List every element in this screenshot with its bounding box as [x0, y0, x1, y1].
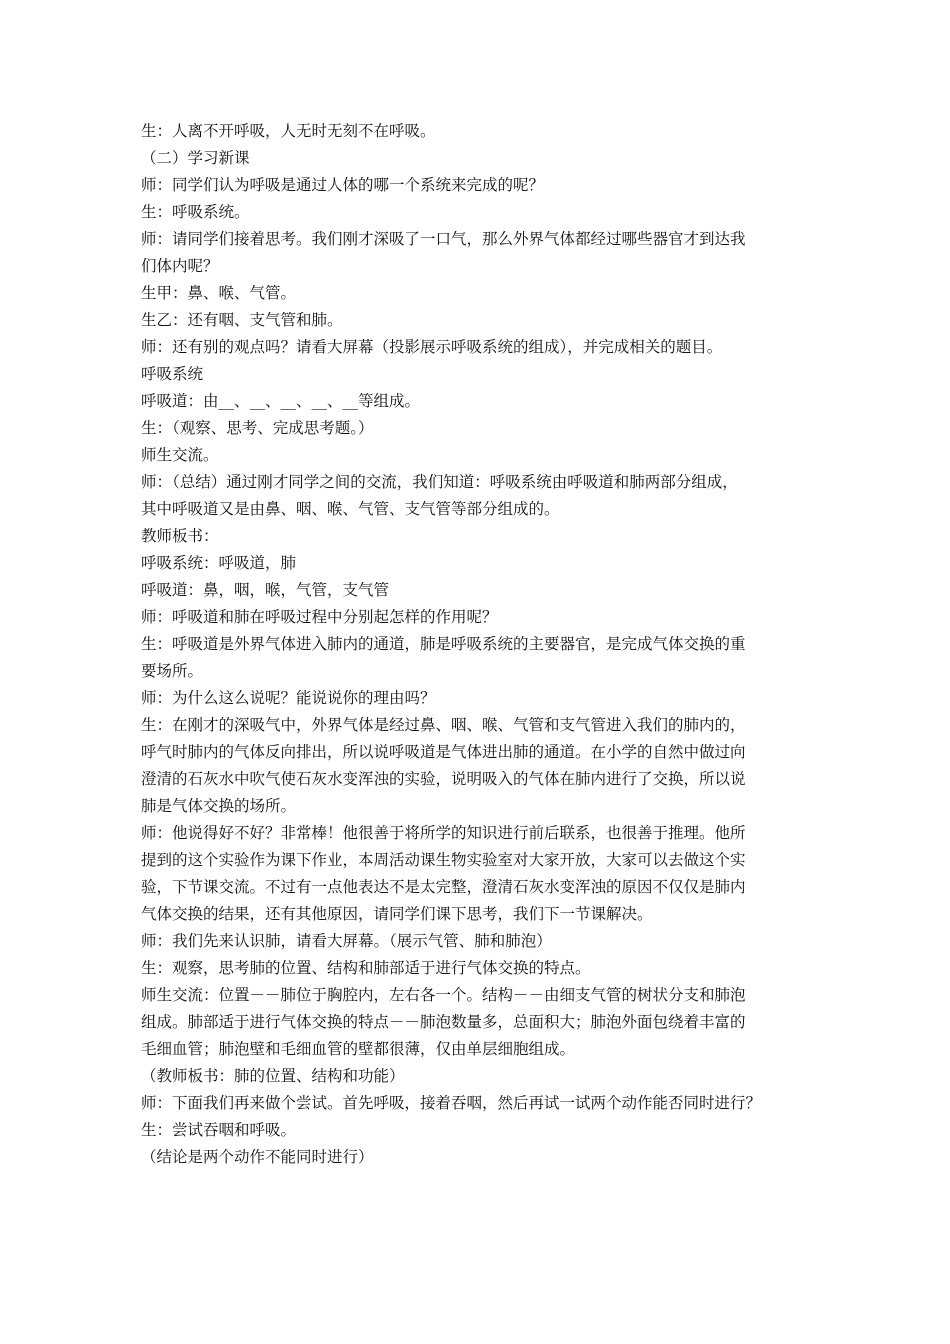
text-line: （教师板书：肺的位置、结构和功能） — [141, 1067, 405, 1085]
text-line: 生：尝试吞咽和呼吸。 — [141, 1121, 297, 1139]
text-line: 师：他说得好不好？非常棒！他很善于将所学的知识进行前后联系，也很善于推理。他所 — [141, 824, 746, 842]
text-line: 气体交换的结果，还有其他原因，请同学们课下思考，我们下一节课解决。 — [141, 905, 653, 923]
text-line: 师：下面我们再来做个尝试。首先呼吸，接着吞咽，然后再试一试两个动作能否同时进行？ — [141, 1094, 762, 1112]
text-line: 生：在刚才的深吸气中，外界气体是经过鼻、咽、喉、气管和支气管进入我们的肺内的， — [141, 716, 746, 734]
text-line: 肺是气体交换的场所。 — [141, 797, 297, 815]
text-line: 呼吸道：鼻，咽，喉，气管，支气管 — [141, 581, 390, 599]
text-line: 呼气时肺内的气体反向排出，所以说呼吸道是气体进出肺的通道。在小学的自然中做过向 — [141, 743, 746, 761]
text-line: 生甲：鼻、喉、气管。 — [141, 284, 297, 302]
text-line: 师：同学们认为呼吸是通过人体的哪一个系统来完成的呢？ — [141, 176, 545, 194]
text-line: 其中呼吸道又是由鼻、咽、喉、气管、支气管等部分组成的。 — [141, 500, 560, 518]
text-line: 师：还有别的观点吗？请看大屏幕（投影展示呼吸系统的组成），并完成相关的题目。 — [141, 338, 723, 356]
text-line: 生：呼吸道是外界气体进入肺内的通道，肺是呼吸系统的主要器官，是完成气体交换的重 — [141, 635, 746, 653]
lesson-transcript — [141, 118, 811, 1171]
text-line: 验，下节课交流。不过有一点他表达不是太完整，澄清石灰水变浑浊的原因不仅仅是肺内 — [141, 878, 746, 896]
text-line: （结论是两个动作不能同时进行） — [141, 1148, 374, 1166]
text-line: 呼吸系统：呼吸道，肺 — [141, 554, 297, 572]
text-line: 师生交流。 — [141, 446, 219, 464]
section-heading: （二）学习新课 — [141, 149, 250, 167]
text-line: 毛细血管；肺泡壁和毛细血管的壁都很薄，仅由单层细胞组成。 — [141, 1040, 576, 1058]
text-line: 师：请同学们接着思考。我们刚才深吸了一口气，那么外界气体都经过哪些器官才到达我 — [141, 230, 746, 248]
text-line: 生：人离不开呼吸，人无时无刻不在呼吸。 — [141, 122, 436, 140]
fill-in-blank-question: 呼吸道：由__、__、__、__、__等组成。 — [141, 392, 421, 410]
text-line: 生：观察，思考肺的位置、结构和肺部适于进行气体交换的特点。 — [141, 959, 591, 977]
text-line: 教师板书： — [141, 527, 219, 545]
text-line: 师：我们先来认识肺，请看大屏幕。（展示气管、肺和肺泡） — [141, 932, 552, 950]
text-line: 师：为什么这么说呢？能说说你的理由吗？ — [141, 689, 436, 707]
text-line: 组成。肺部适于进行气体交换的特点－－肺泡数量多，总面积大；肺泡外面包绕着丰富的 — [141, 1013, 746, 1031]
text-line: 要场所。 — [141, 662, 204, 680]
text-line: 呼吸系统 — [141, 365, 204, 383]
text-line: 生乙：还有咽、支气管和肺。 — [141, 311, 343, 329]
text-line: 生：呼吸系统。 — [141, 203, 250, 221]
text-line: 生：（观察、思考、完成思考题。） — [141, 419, 374, 437]
text-line: 师：呼吸道和肺在呼吸过程中分别起怎样的作用呢？ — [141, 608, 498, 626]
text-line: 提到的这个实验作为课下作业，本周活动课生物实验室对大家开放，大家可以去做这个实 — [141, 851, 746, 869]
text-line: 澄清的石灰水中吹气使石灰水变浑浊的实验，说明吸入的气体在肺内进行了交换，所以说 — [141, 770, 746, 788]
text-line: 师：（总结）通过刚才同学之间的交流，我们知道：呼吸系统由呼吸道和肺两部分组成， — [141, 473, 738, 491]
text-line: 们体内呢？ — [141, 257, 219, 275]
text-line: 师生交流：位置－－肺位于胸腔内，左右各一个。结构－－由细支气管的树状分支和肺泡 — [141, 986, 746, 1004]
